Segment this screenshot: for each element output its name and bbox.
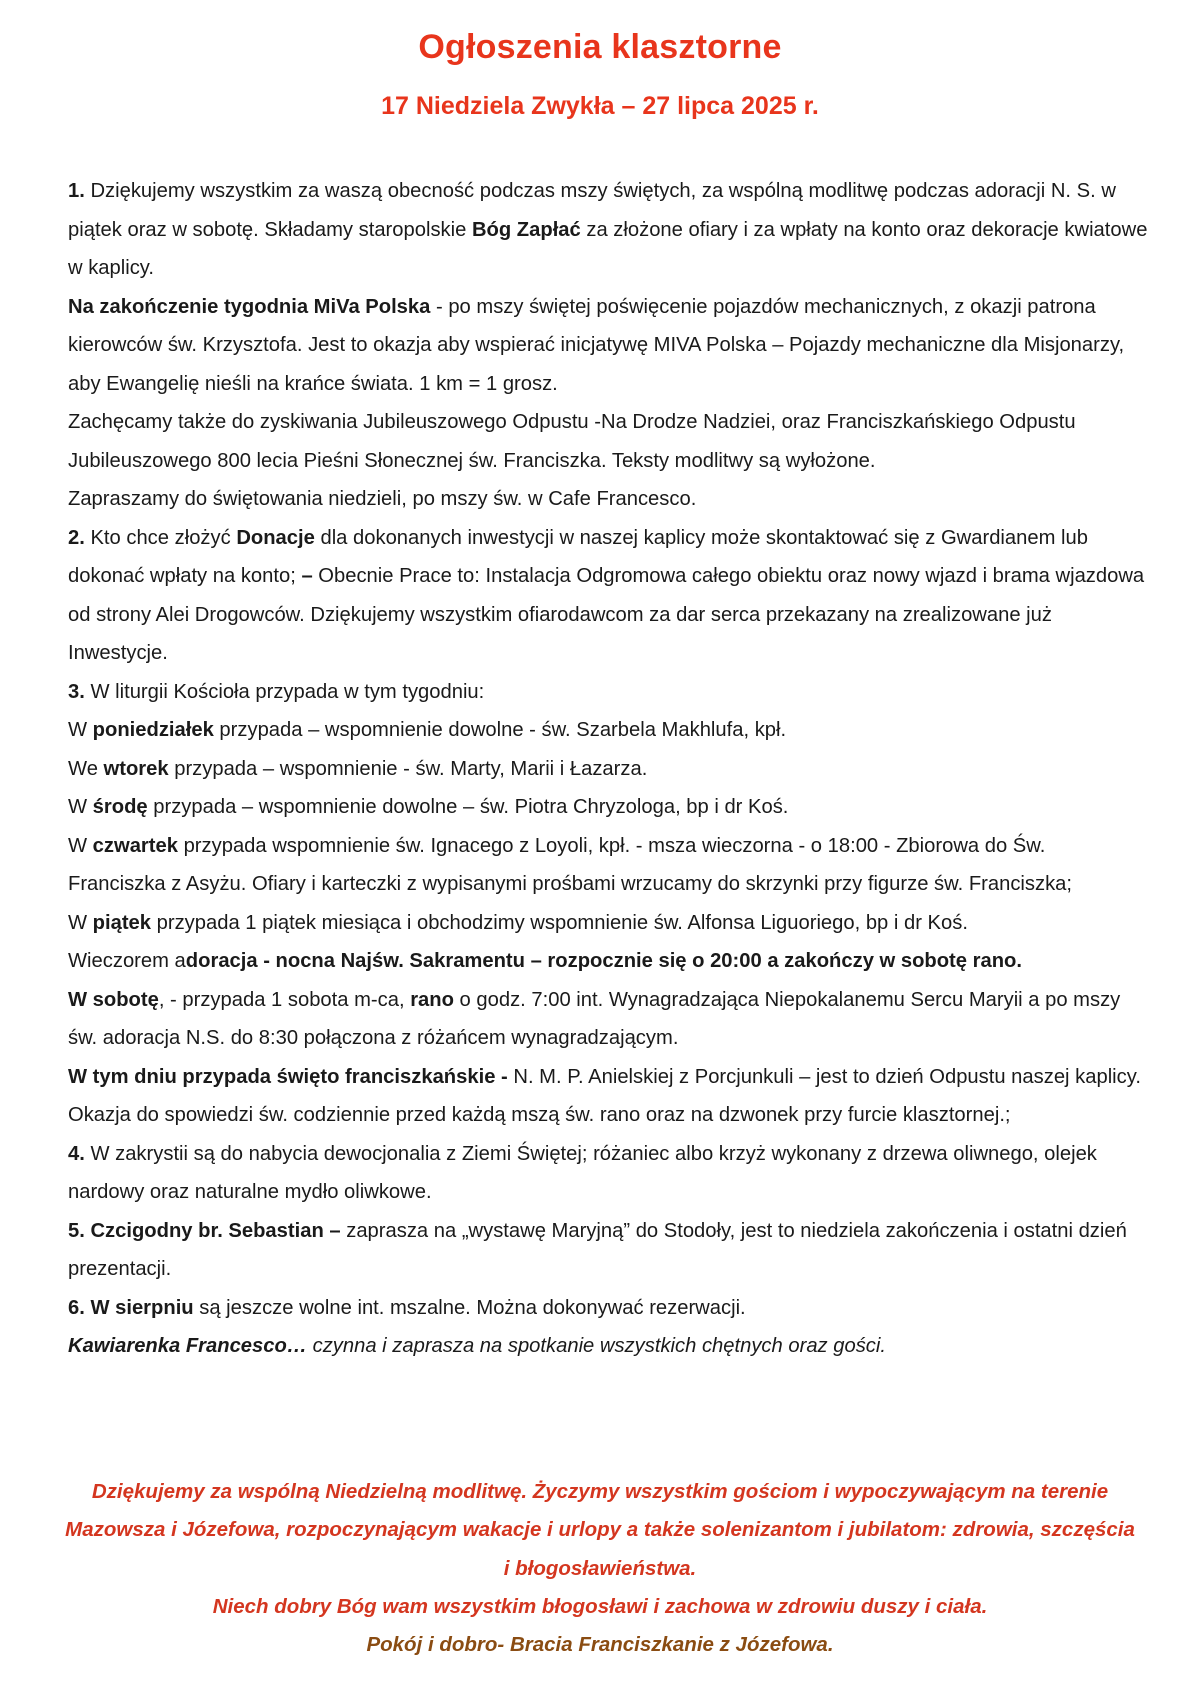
announcement-1-cafe: Zapraszamy do świętowania niedzieli, po mszy św. w Cafe Francesco. (68, 488, 697, 510)
liturgy-monday: W poniedziałek przypada – wspomnienie dowolne - św. Szarbela Makhlufa, kpł. (68, 719, 787, 741)
announcement-4: 4. W zakrystii są do nabycia dewocjonalia z Ziemi Świętej; różaniec albo krzyż wykonany z drzewa oliwnego, olejek nardowy oraz naturalne mydło oliwkowe. (68, 1142, 1097, 1203)
liturgy-friday: W piątek przypada 1 piątek miesiąca i obchodzimy wspomnienie św. Alfonsa Liguoriego, bp i dr Koś. (68, 911, 968, 934)
closing-blessing (60, 1473, 1140, 1664)
announcement-3: 3. W liturgii Kościoła przypada w tym tygodniu: (68, 680, 485, 703)
page-title: Ogłoszenia klasztorne (418, 28, 782, 66)
liturgy-saturday: W sobotę, - przypada 1 sobota m-ca, rano o godz. 7:00 int. Wynagradzająca Niepokalanemu Sercu Maryii a po mszy św. adoracja N.S. do 8:30 połączona z różańcem wynagradzającym. (68, 988, 1121, 1049)
liturgy-feast: W tym dniu przypada święto franciszkańskie - N. M. P. Anielskiej z Porcjunkuli – jest to dzień Odpustu naszej kaplicy. Okazja do spowiedzi św. codziennie przed każdą mszą św. rano oraz na dzwonek przy furcie klasztornej.; (68, 1065, 1141, 1126)
announcement-1-indulgence: Zachęcamy także do zyskiwania Jubileuszowego Odpustu -Na Drodze Nadziei, oraz Franciszkańskiego Odpustu Jubileuszowego 800 lecia Pieśni Słonecznej św. Franciszka. Teksty modlitwy są wyłożone. (68, 411, 1076, 472)
item-number: 1. (68, 180, 85, 202)
announcement-1-miva: Na zakończenie tygodnia MiVa Polska - po mszy świętej poświęcenie pojazdów mechanicznych, z okazji patrona kierowców św. Krzysztofa. Jest to okazja aby wspierać inicjatywę MIVA Polska – Pojazdy mechaniczne dla Misjonarzy, aby Ewangelię nieśli na krańce świata. 1 km = 1 grosz. (68, 295, 1125, 395)
closing-signature: Pokój i dobro- Bracia Franciszkanie z Józefowa. (366, 1633, 834, 1657)
cafe-note: Kawiarenka Francesco… czynna i zaprasza na spotkanie wszystkich chętnych oraz gości. (68, 1335, 886, 1357)
liturgy-tuesday: We wtorek przypada – wspomnienie - św. Marty, Marii i Łazarza. (68, 757, 648, 780)
item-number: 2. (68, 526, 85, 549)
liturgy-adoration: Wieczorem adoracja - nocna Najśw. Sakramentu – rozpocznie się o 20:00 a zakończy w sobotę rano. (68, 950, 1022, 972)
liturgy-wednesday: W środę przypada – wspomnienie dowolne – św. Piotra Chryzologa, bp i dr Koś. (68, 796, 789, 818)
announcement-6: 6. W sierpniu są jeszcze wolne int. mszalne. Można dokonywać rezerwacji. (68, 1296, 746, 1319)
announcements-body (68, 172, 1148, 1366)
page-subtitle: 17 Niedziela Zwykła – 27 lipca 2025 r. (381, 92, 819, 120)
item-number: 4. (68, 1142, 85, 1165)
announcement-2: 2. Kto chce złożyć Donacje dla dokonanych inwestycji w naszej kaplicy może skontaktować się z Gwardianem lub dokonać wpłaty na konto; – Obecnie Prace to: Instalacja Odgromowa całego obiektu oraz nowy wjazd i brama wjazdowa od strony Alei Drogowców. Dziękujemy wszystkim ofiarodawcom za dar serca przekazany na zrealizowane już Inwestycje. (68, 526, 1145, 664)
liturgy-thursday: W czwartek przypada wspomnienie św. Ignacego z Loyoli, kpł. - msza wieczorna - o 18:00 - Zbiorowa do Św. Franciszka z Asyżu. Ofiary i karteczki z wypisanymi prośbami wrzucamy do skrzynki przy figurze św. Franciszka; (68, 834, 1073, 895)
closing-thanks: Dziękujemy za wspólną Niedzielną modlitwę. Życzymy wszystkim gościom i wypoczywającym na terenie Mazowsza i Józefowa, rozpoczynającym wakacje i urlopy a także solenizantom i jubilatom: zdrowia, szczęścia i błogosławieństwa. (65, 1480, 1135, 1580)
item-number: 3. (68, 680, 85, 703)
announcement-5: 5. Czcigodny br. Sebastian – zaprasza na „wystawę Maryjną” do Stodoły, jest to niedziela zakończenia i ostatni dzień prezentacji. (68, 1219, 1127, 1280)
closing-blessing-line: Niech dobry Bóg wam wszystkim błogosławi i zachowa w zdrowiu duszy i ciała. (212, 1594, 988, 1618)
announcement-1: 1. Dziękujemy wszystkim za waszą obecność podczas mszy świętych, za wspólną modlitwę podczas adoracji N. S. w piątek oraz w sobotę. Składamy staropolskie Bóg Zapłać za złożone ofiary i za wpłaty na konto oraz dekoracje kwiatowe w kaplicy. (68, 180, 1148, 279)
